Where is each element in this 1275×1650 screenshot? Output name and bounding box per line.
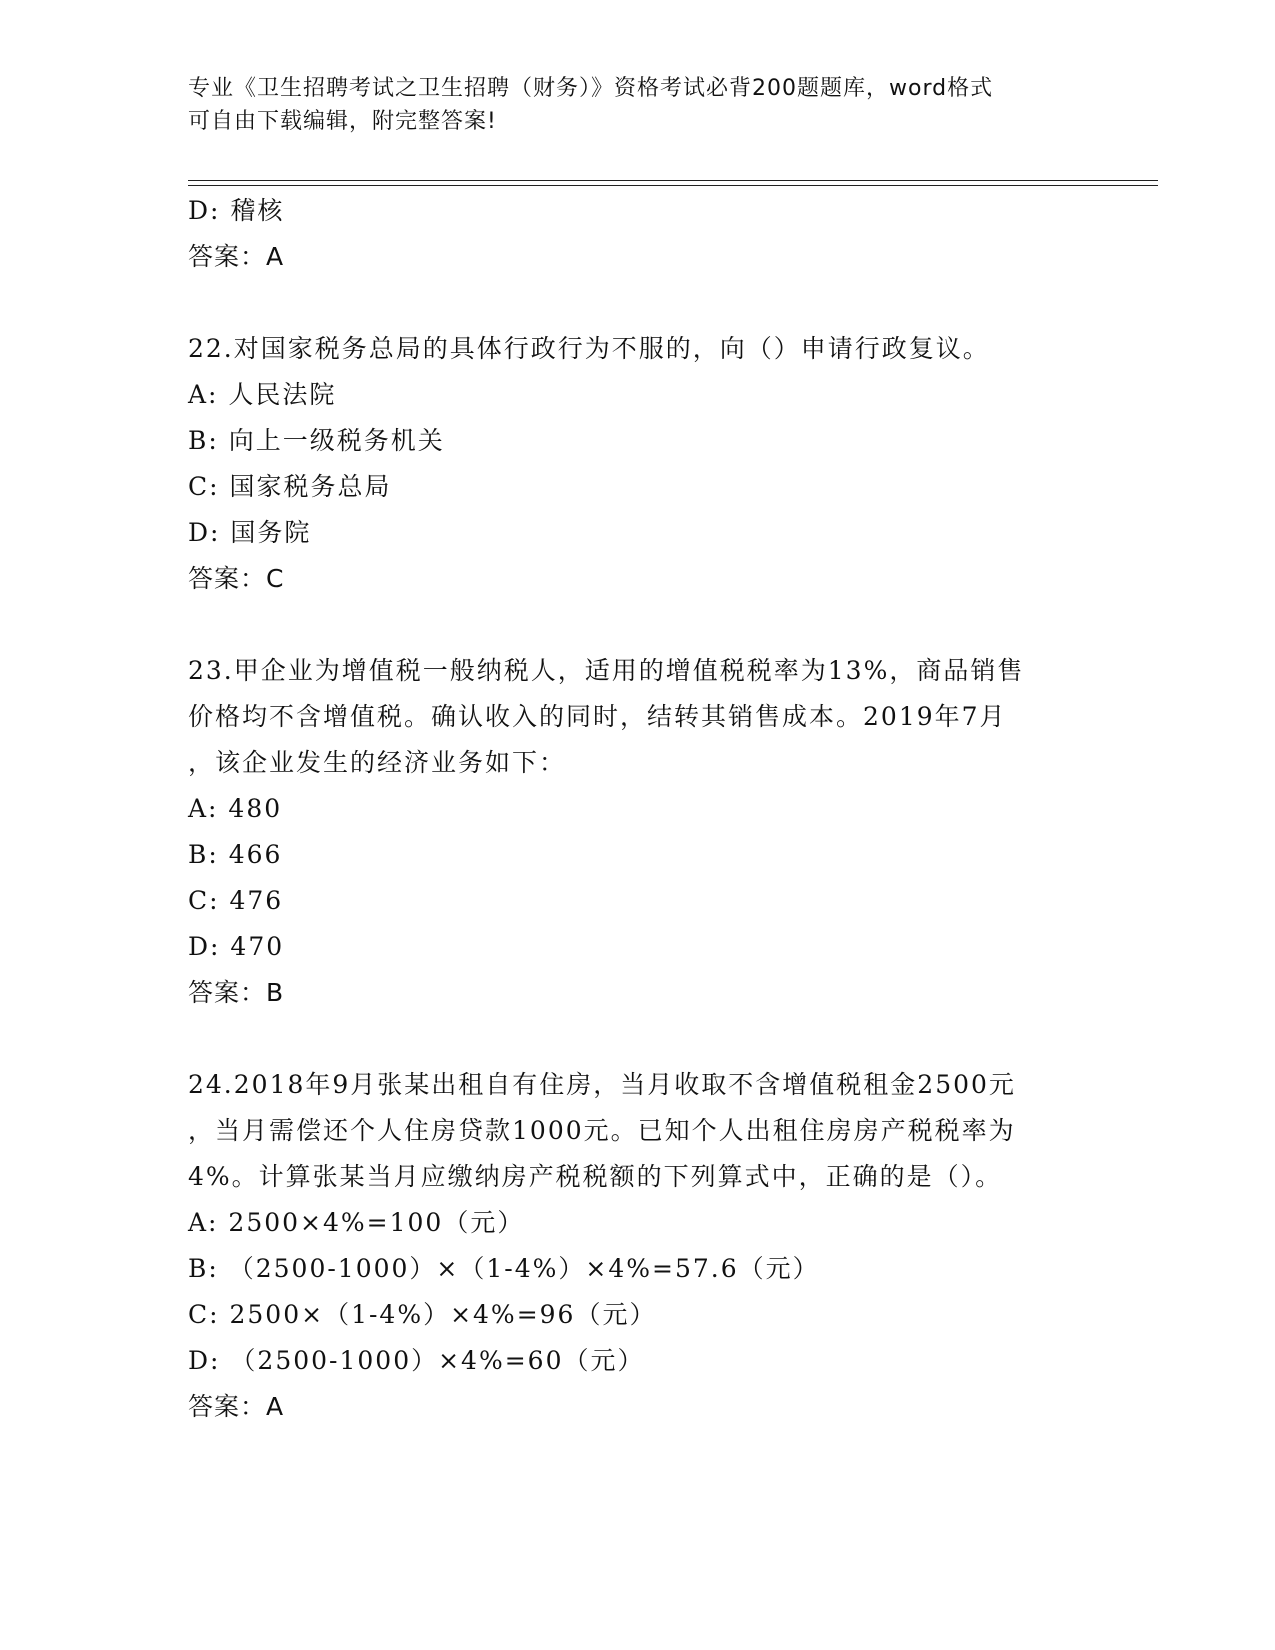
question-content [188,188,1088,1430]
question-stem-line: ，当月需偿还个人住房贷款1000元。已知个人出租住房房产税税率为 [188,1116,1016,1145]
answer-text: 答案：C [188,564,285,593]
question-24 [188,1062,1088,1430]
answer-text: 答案：A [188,1392,285,1421]
option-b: B: 466 [188,840,283,869]
answer-text: 答案：B [188,978,285,1007]
option-c: C: 国家税务总局 [188,472,392,501]
question-22 [188,326,1088,602]
option-a: A: 人民法院 [188,380,337,409]
question-spacer [188,1016,1088,1062]
option-d: D: 470 [188,932,285,961]
question-21-fragment [188,188,1088,280]
question-stem [188,1062,1088,1200]
option-a: A: 480 [188,794,283,823]
question-stem-line: 价格均不含增值税。确认收入的同时，结转其销售成本。2019年7月 [188,702,1007,731]
question-spacer [188,602,1088,648]
answer-text: 答案：A [188,242,285,271]
header-divider-bottom [188,185,1158,186]
option-d: D: 国务院 [188,518,312,547]
question-23 [188,648,1088,1016]
option-c: C: 476 [188,886,284,915]
header-line-2: 可自由下载编辑，附完整答案! [188,109,497,134]
option-d: D: （2500-1000）×4%=60（元） [188,1346,645,1375]
question-stem-line: 24.2018年9月张某出租自有住房，当月收取不含增值税租金2500元 [188,1070,1016,1099]
option-a: A: 2500×4%=100（元） [188,1208,525,1237]
question-stem: 22.对国家税务总局的具体行政行为不服的，向（）申请行政复议。 [188,334,990,363]
header-line-1: 专业《卫生招聘考试之卫生招聘（财务）》资格考试必背200题题库，word格式 [188,76,994,101]
question-stem-line: ，该企业发生的经济业务如下： [188,748,567,777]
option-b: B: 向上一级税务机关 [188,426,445,455]
option-d: D: 稽核 [188,196,285,225]
document-header [188,72,1078,138]
option-b: B: （2500-1000）×（1-4%）×4%=57.6（元） [188,1254,820,1283]
question-stem-line: 4%。计算张某当月应缴纳房产税税额的下列算式中，正确的是（）。 [188,1162,1003,1191]
question-spacer [188,280,1088,326]
option-c: C: 2500×（1-4%）×4%=96（元） [188,1300,657,1329]
question-stem-line: 23.甲企业为增值税一般纳税人，适用的增值税税率为13%，商品销售 [188,656,1025,685]
question-stem [188,648,1088,786]
header-divider-top [188,180,1158,181]
